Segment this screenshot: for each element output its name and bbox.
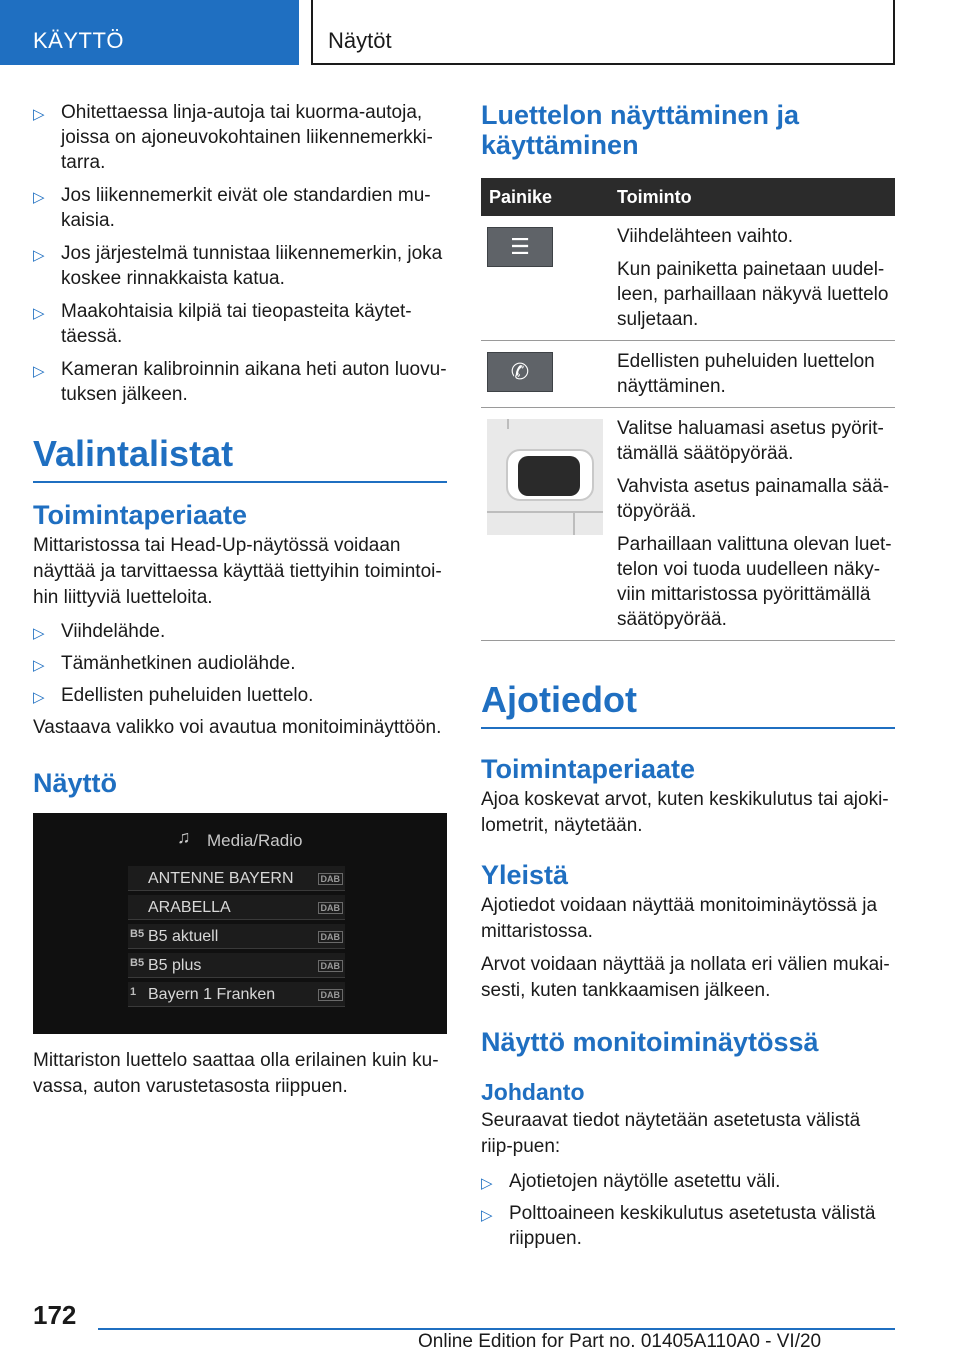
station-logo-icon: B5	[130, 957, 145, 969]
list-item: ▷ Polttoaineen keskikulutus asetetusta välistä riippuen.	[481, 1203, 876, 1249]
station-name: Bayern 1 Franken	[148, 986, 276, 1003]
dab-badge: DAB	[318, 902, 344, 914]
phone-icon: ✆	[510, 359, 530, 384]
general-text-2: Arvot voidaan näyttää ja nollata eri välien mukai-sesti, kuten tankkaamisen jälkeen.	[481, 954, 890, 1001]
triangle-bullet-icon: ▷	[33, 363, 45, 380]
list-item: ▷ Ajotietojen näytölle asetettu väli.	[481, 1169, 895, 1194]
triangle-bullet-icon: ▷	[33, 689, 45, 706]
media-source-icon: ♫	[177, 827, 191, 847]
heading-principle: Toimintaperiaate	[481, 754, 696, 784]
chapter-header	[311, 0, 895, 65]
phone-button-image	[487, 352, 553, 392]
screen-title: Media/Radio	[207, 831, 303, 850]
top-bullet-list	[33, 100, 447, 407]
principle-text: Ajoa koskevat arvot, kuten keskikulutus tai ajoki-lometrit, näytetään.	[481, 789, 889, 836]
station-logo-icon: B5	[130, 928, 145, 940]
list-item: ▷ Tämänhetkinen audiolähde.	[33, 651, 447, 676]
triangle-bullet-icon: ▷	[33, 305, 45, 322]
list-item: ▷ Maakohtaisia kilpiä tai tieopasteita käytet-täessä.	[33, 301, 412, 347]
list-button-image	[487, 227, 553, 267]
heading-valintalistat: Valintalistat	[33, 433, 447, 483]
button-function-table	[481, 178, 895, 641]
heading-list-usage: Luettelon näyttäminen ja käyttäminen	[481, 100, 800, 160]
station-name: ARABELLA	[148, 899, 231, 916]
table-cell-text: Vahvista asetus painamalla sää-töpyörää.	[617, 476, 890, 522]
station-row	[128, 924, 345, 949]
table-row	[481, 216, 895, 341]
triangle-bullet-icon: ▷	[33, 106, 45, 123]
table-cell-text: Viihdelähteen vaihto.	[617, 226, 794, 247]
intro-bullet-list	[481, 1169, 895, 1251]
station-row	[128, 982, 345, 1007]
station-name: B5 plus	[148, 957, 202, 974]
list-item: ▷ Ohitettaessa linja-autoja tai kuorma-autoja, joissa on ajoneuvokohtainen liikennemerkki-tarra.	[33, 102, 433, 173]
general-text-1: Ajotiedot voidaan näyttää monitoiminäytössä ja mittaristossa.	[481, 895, 878, 942]
table-header-row	[481, 178, 895, 216]
dab-badge: DAB	[318, 931, 344, 943]
list-icon: ☰	[510, 234, 530, 259]
triangle-bullet-icon: ▷	[33, 625, 45, 642]
list-item: ▷ Jos liikennemerkit eivät ole standardien mu-kaisia.	[33, 185, 431, 231]
list-item: ▷ Viihdelähde.	[33, 619, 447, 644]
heading-principle: Toimintaperiaate	[33, 500, 248, 530]
table-cell-text: Valitse haluamasi asetus pyörit-tämällä säätöpyörää.	[617, 418, 884, 464]
footer-rule	[98, 1328, 895, 1330]
station-logo-icon: 1	[130, 986, 137, 998]
heading-intro: Johdanto	[481, 1079, 585, 1105]
page-number: 172	[33, 1300, 77, 1330]
station-row	[128, 866, 345, 891]
column-header-button: Painike	[481, 178, 607, 216]
column-header-function: Toiminto	[607, 178, 895, 216]
intro-text: Seuraavat tiedot näytetään asetetusta välistä riip-puen:	[481, 1110, 861, 1157]
table-cell-text: Edellisten puheluiden luettelon näyttäminen.	[617, 351, 875, 397]
section-title: KÄYTTÖ	[33, 28, 125, 53]
list-item: ▷ Edellisten puheluiden luettelo.	[33, 683, 447, 708]
triangle-bullet-icon: ▷	[33, 189, 45, 206]
table-row	[481, 408, 895, 641]
dab-badge: DAB	[318, 960, 344, 972]
edition-note: Online Edition for Part no. 01405A110A0 - VI/20	[418, 1331, 822, 1352]
heading-display: Näyttö	[33, 768, 118, 798]
principle-text: Mittaristossa tai Head-Up-näytössä voidaan näyttää ja tarvittaessa käyttää tiettyihin toimintoi-hin liittyviä luetteloita.	[33, 535, 442, 608]
list-item: ▷ Kameran kalibroinnin aikana heti auton luovu-tuksen jälkeen.	[33, 359, 447, 405]
list-item: ▷ Jos järjestelmä tunnistaa liikennemerkin, joka koskee rinnakkaista katua.	[33, 243, 443, 289]
station-row	[128, 895, 345, 920]
media-radio-screenshot	[33, 813, 447, 1034]
dab-badge: DAB	[318, 989, 344, 1001]
heading-monitor-display: Näyttö monitoiminäytössä	[481, 1027, 819, 1057]
triangle-bullet-icon: ▷	[481, 1175, 493, 1192]
dab-badge: DAB	[318, 873, 344, 885]
chapter-title: Näytöt	[328, 28, 392, 53]
table-cell-text: Kun painiketta painetaan uudel-leen, parhaillaan näkyvä luettelo suljetaan.	[617, 259, 889, 330]
heading-general: Yleistä	[481, 860, 569, 890]
triangle-bullet-icon: ▷	[33, 247, 45, 264]
principle-bullet-list	[33, 619, 447, 708]
right-column	[481, 100, 895, 1258]
thumbwheel-icon	[506, 449, 594, 501]
left-column	[33, 100, 447, 1100]
section-tab	[0, 0, 299, 65]
thumbwheel-image	[487, 419, 603, 535]
table-row	[481, 341, 895, 408]
triangle-bullet-icon: ▷	[33, 657, 45, 674]
menu-text: Vastaava valikko voi avautua monitoiminäyttöön.	[33, 717, 442, 738]
station-row	[128, 953, 345, 978]
station-name: B5 aktuell	[148, 928, 219, 945]
heading-ajotiedot: Ajotiedot	[481, 679, 895, 729]
triangle-bullet-icon: ▷	[481, 1207, 493, 1224]
screenshot-caption: Mittariston luettelo saattaa olla erilainen kuin ku-vassa, auton varustetasosta riippuen.	[33, 1050, 439, 1097]
table-cell-text: Parhaillaan valittuna olevan luet-telon voi tuoda uudelleen näky-viin mittaristossa pyörittämällä säätöpyörää.	[617, 534, 892, 630]
station-name: ANTENNE BAYERN	[148, 870, 294, 887]
